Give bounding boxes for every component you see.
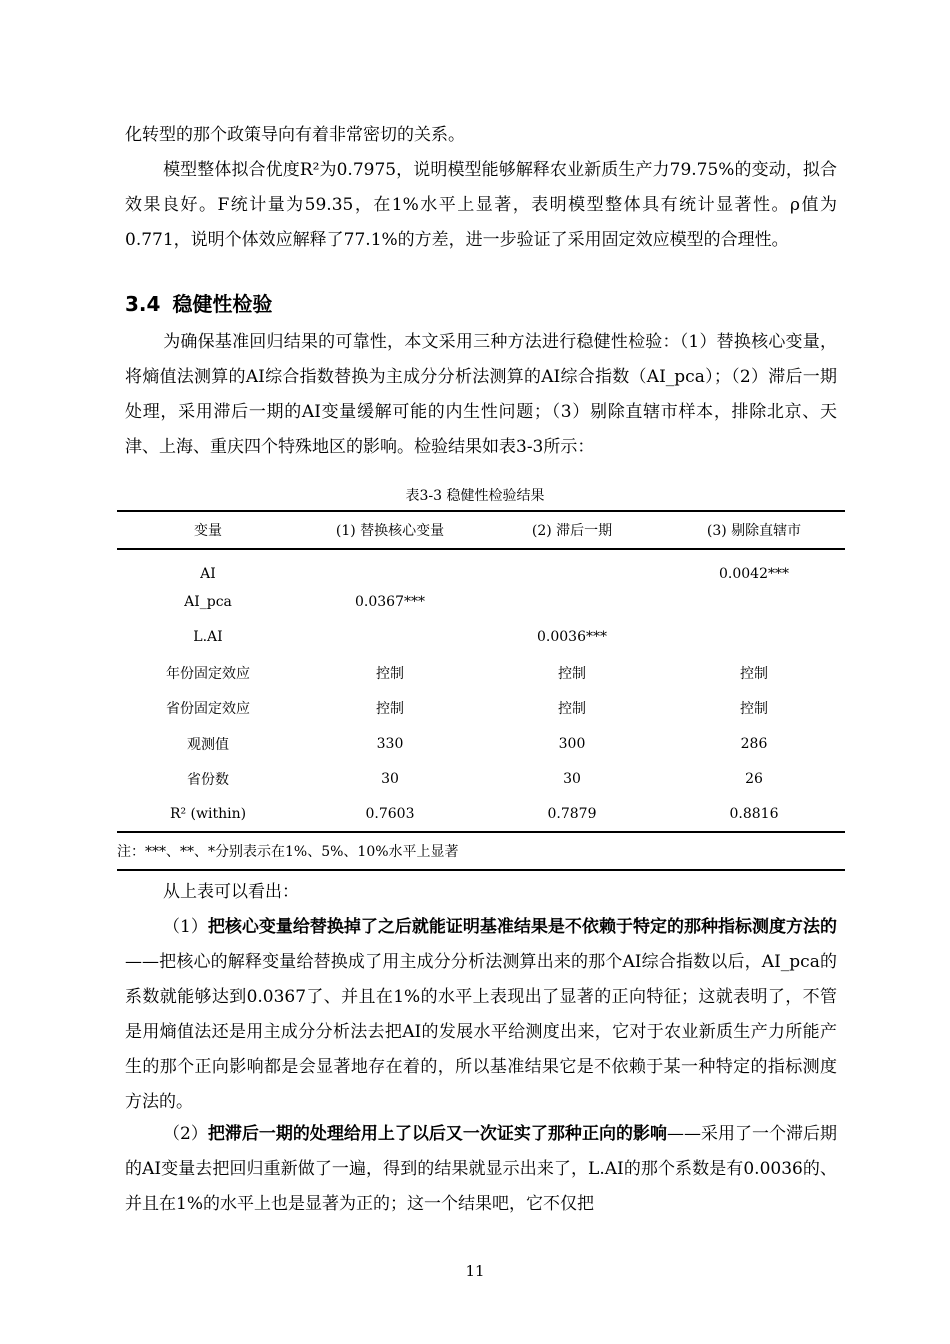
- table-cell: AI: [200, 566, 216, 583]
- page-number: 11: [465, 1262, 485, 1280]
- section-heading: [125, 288, 272, 320]
- table-row: [117, 549, 845, 584]
- section-title: 稳健性检验: [172, 292, 273, 316]
- table-cell: 控制: [558, 701, 586, 718]
- table-row: [117, 726, 845, 761]
- table-row: [117, 620, 845, 655]
- table-row: [117, 584, 845, 619]
- robustness-table: [117, 510, 845, 871]
- table-cell: 0.0367***: [355, 594, 425, 611]
- table-cell: 0.8816: [663, 797, 845, 832]
- table-cell: 控制: [558, 665, 586, 682]
- table-cell: 控制: [376, 665, 404, 682]
- list-marker: （2）: [163, 1124, 208, 1144]
- header-cell: (2) 滞后一期: [481, 511, 663, 549]
- table-caption: 表3-3 稳健性检验结果: [405, 488, 545, 504]
- table-cell: R² (within): [117, 797, 299, 832]
- bold-claim: 把核心变量给替换掉了之后就能证明基准结果是不依赖于特定的那种指标测度方法的: [207, 917, 837, 937]
- table-cell: 0.7603: [299, 797, 481, 832]
- header-cell: (3) 剔除直辖市: [663, 511, 845, 549]
- table-cell: [299, 620, 481, 655]
- table-row: [117, 655, 845, 690]
- table-cell: AI_pca: [184, 594, 232, 611]
- header-cell: (1) 替换核心变量: [299, 511, 481, 549]
- paragraph-text: ——采用了一个滞后期的AI变量去把回归重新做了一遍，得到的结果就显示出来了，L.AI的那个系数是有0.0036的、并且在1%的水平上也是显著为正的；这一个结果吧，它不仅把: [125, 1124, 838, 1214]
- header-cell: 变量: [117, 511, 299, 549]
- paragraph-robustness-intro: [125, 325, 837, 465]
- table-cell: 观测值: [187, 736, 229, 753]
- paragraph-text: ——把核心的解释变量给替换成了用主成分分析法测算出来的那个AI综合指数以后，AI_pca的系数就能够达到0.0367了、并且在1%的水平上表现出了显著的正向特征；这就表明了，不管是用熵值法还是用主成分分析法去把AI的发展水平给测度出来，它对于农业新质生产力所能产生的那个正向影响都是会显著地存在着的，所以基准结果它是不依赖于某一种特定的指标测度方法的。: [125, 952, 837, 1112]
- table-row: [117, 691, 845, 726]
- paragraph-results-intro: [125, 875, 837, 910]
- table-cell: 26: [745, 771, 763, 788]
- table-note: 注：***、**、*分别表示在1%、5%、10%水平上显著: [117, 832, 845, 870]
- table-cell: 省份固定效应: [166, 701, 250, 718]
- table-row: [117, 761, 845, 796]
- table-cell: 286: [740, 735, 768, 752]
- table-cell: 0.7879: [481, 797, 663, 832]
- table-cell: 控制: [740, 701, 768, 718]
- paragraph-text: 模型整体拟合优度R²为0.7975，说明模型能够解释农业新质生产力79.75%的变动，拟合效果良好。F统计量为59.35，在1%水平上显著，表明模型整体具有统计显著性。ρ值为0.771，说明个体效应解释了77.1%的方差，进一步验证了采用固定效应模型的合理性。: [125, 160, 837, 250]
- table-cell: 330: [376, 735, 404, 752]
- table-cell: 300: [558, 735, 586, 752]
- table-cell: [481, 584, 663, 619]
- paragraph-point-1: [125, 910, 837, 1120]
- table-cell: 0.0042***: [719, 566, 789, 583]
- paragraph-text: 从上表可以看出：: [163, 882, 299, 902]
- table-row: [117, 797, 845, 832]
- table-cell: [663, 584, 845, 619]
- paragraph-text: 为确保基准回归结果的可靠性，本文采用三种方法进行稳健性检验：（1）替换核心变量，将熵值法测算的AI综合指数替换为主成分分析法测算的AI综合指数（AI_pca）；（2）滞后一期处理，采用滞后一期的AI变量缓解可能的内生性问题；（3）剔除直辖市样本，排除北京、天津、上海、重庆四个特殊地区的影响。检验结果如表3-3所示：: [125, 332, 837, 457]
- paragraph-text: 化转型的那个政策导向有着非常密切的关系。: [125, 125, 465, 145]
- table-cell: 30: [381, 771, 399, 788]
- section-number: 3.4: [125, 292, 161, 316]
- table-cell: 年份固定效应: [166, 665, 250, 682]
- paragraph-continued: [125, 118, 837, 153]
- paragraph-point-2: [125, 1117, 837, 1222]
- table-cell: L.AI: [193, 629, 223, 646]
- table-cell: [299, 549, 481, 584]
- table-cell: 省份数: [187, 772, 229, 789]
- table-cell: [481, 549, 663, 584]
- table-cell: [663, 620, 845, 655]
- table-cell: 30: [563, 771, 581, 788]
- paragraph-model-fit: [125, 153, 837, 258]
- table-cell: 控制: [740, 665, 768, 682]
- table-header-row: [117, 511, 845, 549]
- table-cell: 0.0036***: [537, 629, 607, 646]
- list-marker: （1）: [163, 917, 208, 937]
- table-cell: 控制: [376, 701, 404, 718]
- bold-claim: 把滞后一期的处理给用上了以后又一次证实了那种正向的影响: [207, 1124, 667, 1144]
